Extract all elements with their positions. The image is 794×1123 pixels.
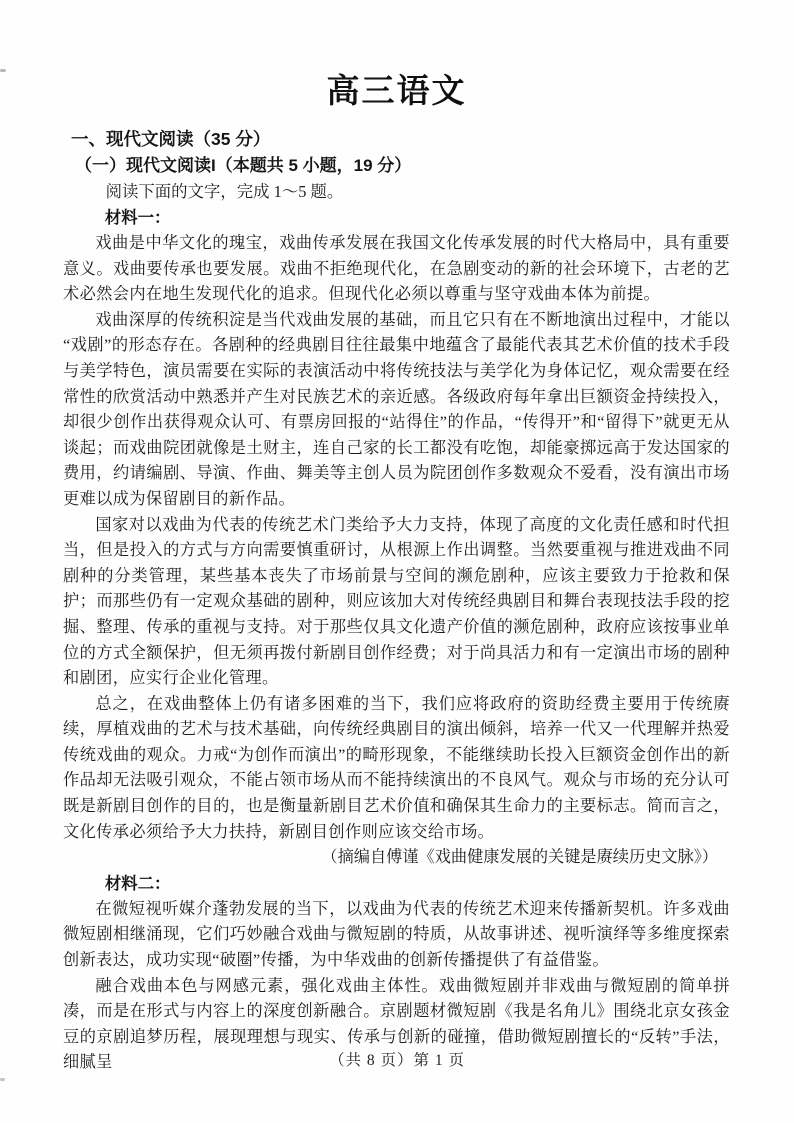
material-1-paragraph-2: 戏曲深厚的传统积淀是当代戏曲发展的基础，而且它只有在不断地演出过程中，才能以“戏剧”的形态存在。各剧种的经典剧目往往最集中地蕴含了最能代表其艺术价值的技术手段与美学特色，演员需要在实际的表演活动中将传统技法与美学化为身体记忆，观众需要在经常性的欣赏活动中熟悉并产生对民族艺术的亲近感。各级政府每年拿出巨额资金持续投入，却很少创作出获得观众认可、有票房回报的“站得住”的作品，“传得开”和“留得下”就更无从谈起；而戏曲院团就像是土财主，连自己家的长工都没有吃饱，却能豪掷远高于发达国家的费用，约请编剧、导演、作曲、舞美等主创人员为院团创作多数观众不爱看，没有演出市场更难以成为保留剧目的新作品。: [63, 310, 730, 508]
material-1-paragraph-4: 总之，在戏曲整体上仍有诸多困难的当下，我们应将政府的资助经费主要用于传统赓续，厚植戏曲的艺术与技术基础，向传统经典剧目的演出倾斜，培养一代又一代理解并热爱传统戏曲的观众。力戒“为创作而演出”的畸形现象，不能继续助长投入巨额资金创作出的新作品却无法吸引观众，不能占领市场从而不能持续演出的不良风气。观众与市场的充分认可既是新剧目创作的目的，也是衡量新剧目艺术价值和确保其生命力的主要标志。简而言之，文化传承必须给予大力扶持，新剧目创作则应该交给市场。: [63, 694, 730, 841]
section-heading-modern-reading: 一、现代文阅读（35 分）: [71, 129, 271, 149]
material-2-paragraph-1: 在微短视听媒介蓬勃发展的当下，以戏曲为代表的传统艺术迎来传播新契机。许多戏曲微短剧相继涌现，它们巧妙融合戏曲与微短剧的特质，从故事讲述、视听演绎等多维度探索创新表达，成功实现“破圈”传播，为中华戏曲的创新传播提供了有益借鉴。: [63, 899, 730, 970]
material-2-paragraph-2: 融合戏曲本色与网感元素，强化戏曲主体性。戏曲微短剧并非戏曲与微短剧的简单拼凑，而是在形式与内容上的深度创新融合。京剧题材微短剧《我是名角儿》围绕北京女孩金豆的京剧追梦历程，展现理想与现实、传承与创新的碰撞，借助微短剧擅长的“反转”手法，细腻呈: [63, 976, 730, 1072]
page-number-footer: （共 8 页）第 1 页: [328, 1052, 465, 1069]
material-2-label: 材料二：: [104, 874, 171, 893]
page-title: 高三语文: [326, 72, 467, 109]
page-content: [63, 70, 730, 1076]
material-1-paragraph-3: 国家对以戏曲为代表的传统艺术门类给予大力支持，体现了高度的文化责任感和时代担当，但是投入的方式与方向需要慎重研讨，从根源上作出调整。当然要重视与推进戏曲不同剧种的分类管理，某些基本丧失了市场前景与空间的濒危剧种，应该主要致力于抢救和保护；而那些仍有一定观众基础的剧种，则应该加大对传统经典剧目和舞台表现技法手段的挖掘、整理、传承的重视与支持。对于那些仅具文化遗产价值的濒危剧种，政府应该按事业单位的方式全额保护，但无须再拨付新剧目创作经费；对于尚具活力和有一定演出市场的剧种和剧团，应实行企业化管理。: [63, 515, 730, 688]
reading-instruction: 阅读下面的文字，完成 1～5 题。: [105, 182, 344, 201]
material-1-paragraph-1: 戏曲是中华文化的瑰宝，戏曲传承发展在我国文化传承发展的时代大格局中，具有重要意义。戏曲要传承也要发展。戏曲不拒绝现代化，在急剧变动的新的社会环境下，古老的艺术必然会内在地生发现代化的追求。但现代化必须以尊重与坚守戏曲本体为前提。: [63, 234, 730, 304]
material-1-source-attribution: （摘编自傅谨《戏曲健康发展的关键是赓续历史文脉》）: [321, 848, 718, 867]
subsection-heading-reading-1: （一）现代文阅读I（本题共 5 小题，19 分）: [75, 156, 412, 175]
scan-artifact: [0, 1078, 5, 1081]
material-1-label: 材料一：: [104, 209, 171, 227]
scan-artifact: [0, 69, 6, 72]
